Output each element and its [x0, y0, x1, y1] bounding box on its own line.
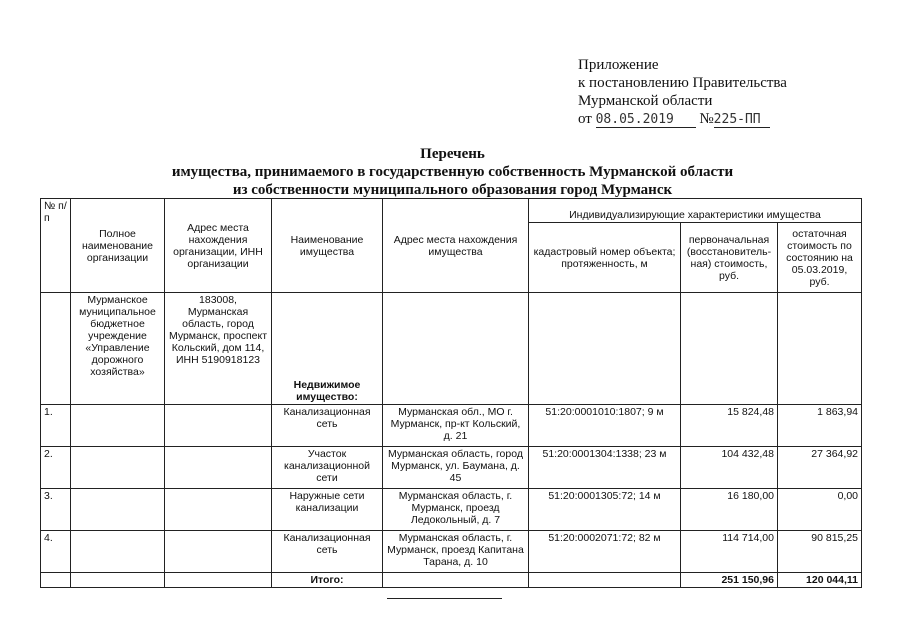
- empty-cell: [529, 573, 681, 588]
- appendix-line-3: Мурманской области: [578, 93, 713, 109]
- header-num: № п/п: [41, 199, 71, 293]
- header-org-address: Адрес места нахождения организации, ИНН организации: [165, 199, 272, 293]
- empty-cell: [778, 293, 862, 405]
- header-property-address: Адрес места нахождения имущества: [383, 199, 529, 293]
- row-property-address: Мурманская область, г. Мурманск, проезд Ледокольный, д. 7: [383, 489, 529, 531]
- empty-cell: [529, 293, 681, 405]
- org-row: [41, 293, 862, 405]
- appendix-block: [578, 56, 787, 128]
- property-category: Недвижимое имущество:: [272, 293, 383, 405]
- row-residual-cost: 0,00: [778, 489, 862, 531]
- org-num: [41, 293, 71, 405]
- empty-cell: [71, 573, 165, 588]
- row-cadastral: 51:20:0001305:72; 14 м: [529, 489, 681, 531]
- total-row: [41, 573, 862, 588]
- row-property-name: Канализационная сеть: [272, 531, 383, 573]
- empty-cell: [165, 489, 272, 531]
- footer-divider: [387, 598, 502, 599]
- row-initial-cost: 104 432,48: [681, 447, 778, 489]
- row-initial-cost: 114 714,00: [681, 531, 778, 573]
- header-org-name: Полное наименование организации: [71, 199, 165, 293]
- row-cadastral: 51:20:0001010:1807; 9 м: [529, 405, 681, 447]
- row-property-name: Наружные сети канализации: [272, 489, 383, 531]
- empty-cell: [165, 447, 272, 489]
- appendix-line-2: к постановлению Правительства: [578, 75, 787, 91]
- empty-cell: [165, 573, 272, 588]
- empty-cell: [681, 293, 778, 405]
- appendix-date-line: [578, 110, 787, 128]
- row-residual-cost: 90 815,25: [778, 531, 862, 573]
- empty-cell: [71, 531, 165, 573]
- org-address: 183008, Мурманская область, город Мурманск, проспект Кольский, дом 114, ИНН 5190918123: [165, 293, 272, 405]
- empty-cell: [165, 405, 272, 447]
- date-underline: [596, 112, 696, 128]
- header-initial-cost: первоначальная (восстановитель-ная) стоимость, руб.: [681, 223, 778, 293]
- row-property-address: Мурманская область, г. Мурманск, проезд Капитана Тарана, д. 10: [383, 531, 529, 573]
- row-cadastral: 51:20:0002071:72; 82 м: [529, 531, 681, 573]
- table-row: [41, 447, 862, 489]
- row-property-address: Мурманская обл., МО г. Мурманск, пр-кт Кольский, д. 21: [383, 405, 529, 447]
- row-num: 3.: [41, 489, 71, 531]
- header-cadastral: кадастровый номер объекта; протяженность, м: [529, 223, 681, 293]
- doc-subtitle-1: имущества, принимаемого в государственную собственность Мурманской области: [171, 164, 734, 180]
- row-residual-cost: 27 364,92: [778, 447, 862, 489]
- row-num: 1.: [41, 405, 71, 447]
- table-row: [41, 531, 862, 573]
- empty-cell: [71, 447, 165, 489]
- total-label: Итого:: [272, 573, 383, 588]
- appendix-line-1: Приложение: [578, 57, 659, 73]
- empty-cell: [71, 489, 165, 531]
- header-characteristics: Индивидуализирующие характеристики имущества: [529, 199, 862, 223]
- row-property-address: Мурманская область, город Мурманск, ул. Баумана, д. 45: [383, 447, 529, 489]
- decree-number: 225-ПП: [713, 112, 761, 127]
- total-initial-cost: 251 150,96: [681, 573, 778, 588]
- decree-date: 08.05.2019: [595, 112, 674, 127]
- number-prefix: №: [699, 111, 714, 127]
- row-property-name: Канализационная сеть: [272, 405, 383, 447]
- empty-cell: [383, 573, 529, 588]
- header-property-name: Наименование имущества: [272, 199, 383, 293]
- doc-subtitle-2: из собственности муниципального образования город Мурманск: [232, 182, 673, 198]
- row-num: 4.: [41, 531, 71, 573]
- empty-cell: [383, 293, 529, 405]
- row-cadastral: 51:20:0001304:1338; 23 м: [529, 447, 681, 489]
- total-residual-cost: 120 044,11: [778, 573, 862, 588]
- number-underline: [714, 112, 770, 128]
- row-num: 2.: [41, 447, 71, 489]
- empty-cell: [165, 531, 272, 573]
- property-table: [40, 198, 862, 588]
- row-property-name: Участок канализационной сети: [272, 447, 383, 489]
- row-residual-cost: 1 863,94: [778, 405, 862, 447]
- row-initial-cost: 15 824,48: [681, 405, 778, 447]
- org-name: Мурманское муниципальное бюджетное учреждение «Управление дорожного хозяйства»: [71, 293, 165, 405]
- header-row-1: [41, 199, 862, 223]
- empty-cell: [71, 405, 165, 447]
- empty-cell: [41, 573, 71, 588]
- row-initial-cost: 16 180,00: [681, 489, 778, 531]
- table-row: [41, 489, 862, 531]
- header-residual-cost: остаточная стоимость по состоянию на 05.03.2019, руб.: [778, 223, 862, 293]
- table-row: [41, 405, 862, 447]
- doc-title: Перечень: [420, 146, 485, 162]
- date-prefix: от: [578, 111, 592, 127]
